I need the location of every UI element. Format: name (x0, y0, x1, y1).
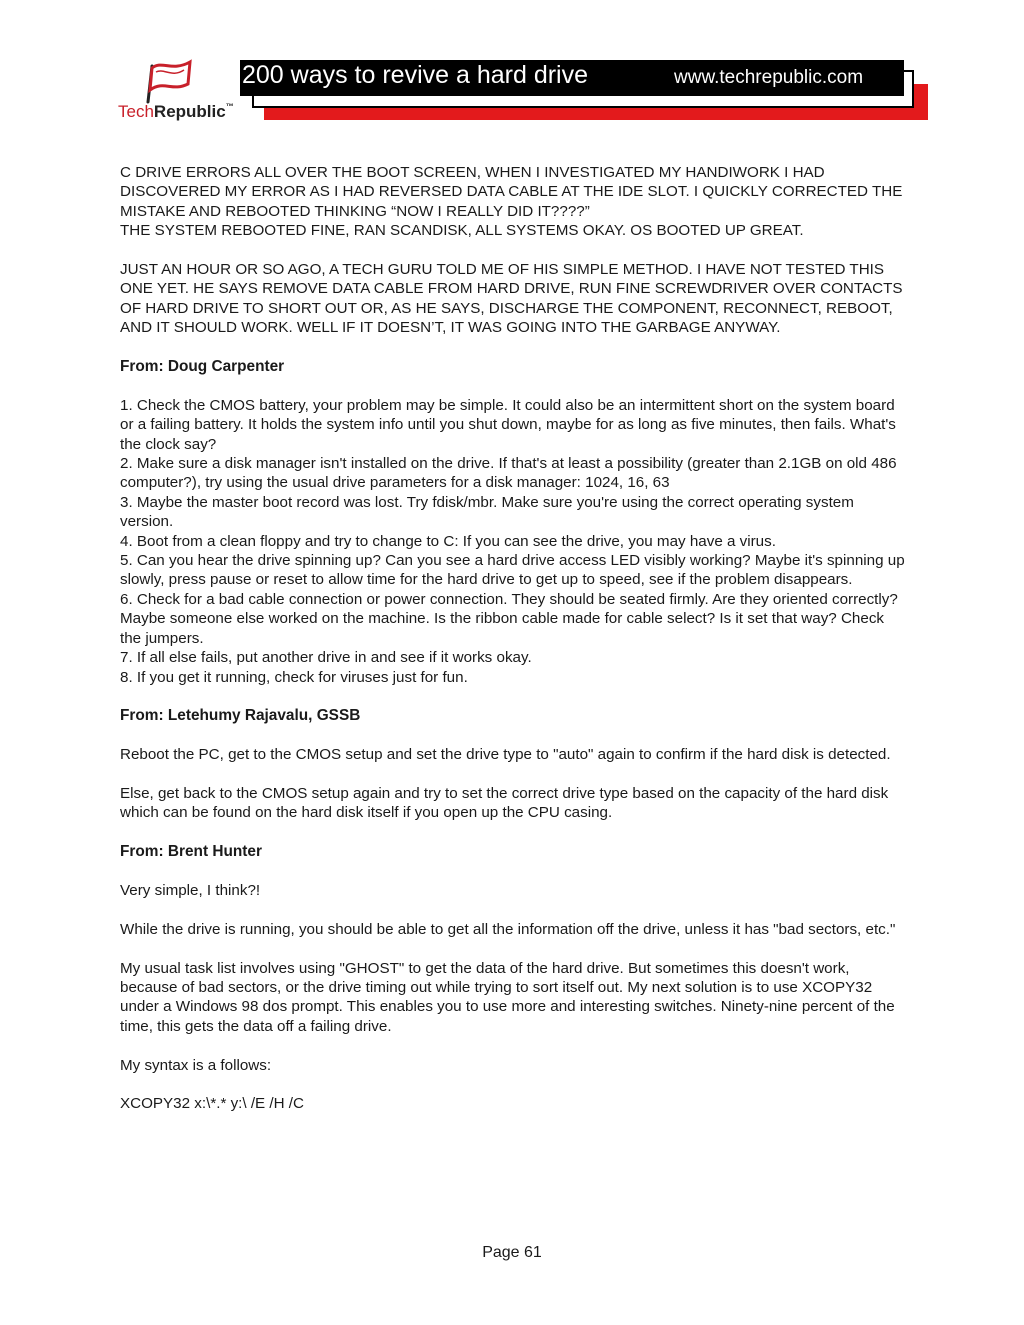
list-item: 6. Check for a bad cable connection or power connection. They should be seated firmly. Are they oriented correctly? Maybe someone else worked on the machine. Is the ribbon cable made for cable select? Is it set that way? Check the jumpers. (120, 590, 898, 647)
list-item: 1. Check the CMOS battery, your problem may be simple. It could also be an intermittent short on the system board or a failing battery. It holds the system info until you shut down, maybe for as long as five minutes, then fails. What's the clock say? (120, 396, 896, 453)
logo-wordmark (118, 102, 234, 122)
paragraph-text: Else, get back to the CMOS setup again and try to set the correct drive type based on the capacity of the hard disk which can be found on the hard disk itself if you open up the CPU casing. (120, 784, 889, 822)
page-number: Page 61 (482, 1244, 542, 1261)
paragraph-text: THE SYSTEM REBOOTED FINE, RAN SCANDISK, ALL SYSTEMS OKAY. OS BOOTED UP GREAT. (120, 222, 804, 240)
page-content (120, 163, 906, 1133)
logo-text-republic: Republic (153, 102, 226, 121)
section-heading-brent-hunter: From: Brent Hunter (120, 843, 262, 861)
paragraph-text: My syntax is a follows: (120, 1056, 272, 1074)
document-title: 200 ways to revive a hard drive (242, 61, 589, 89)
paragraph-text: C DRIVE ERRORS ALL OVER THE BOOT SCREEN, WHEN I INVESTIGATED MY HANDIWORK I HAD DISCOVERED MY ERROR AS I HAD REVERSED DATA CABLE AT THE IDE SLOT. I QUICKLY CORRECTED THE MISTAKE AND REBOOTED THINKING “NOW I REALLY DID IT????” (120, 164, 903, 220)
section-heading-doug-carpenter: From: Doug Carpenter (120, 358, 285, 376)
paragraph-tech-guru: JUST AN HOUR OR SO AGO, A TECH GURU TOLD ME OF HIS SIMPLE METHOD. I HAVE NOT TESTED THIS ONE YET. HE SAYS REMOVE DATA CABLE FROM HARD DRIVE, RUN FINE SCREWDRIVER OVER CONTACTS OF HARD DRIVE TO SHORT OUT OR, AS HE SAYS, DISCHARGE THE COMPONENT, RECONNECT, REBOOT, AND IT SHOULD WORK. WELL IF IT DOESN’T, IT WAS GOING INTO THE GARBAGE ANYWAY. (120, 261, 903, 337)
paragraph-text: Reboot the PC, get to the CMOS setup and set the drive type to "auto" again to confirm if the hard disk is detected. (120, 746, 891, 764)
flag-icon (142, 58, 198, 104)
paragraph-text: My usual task list involves using "GHOST" to get the data of the hard drive. But sometimes this doesn't work, because of bad sectors, or the drive timing out while trying to sort itself out. My next solution is to use XCOPY32 under a Windows 98 dos prompt. This enables you to use more and interesting switches. Ninety-nine percent of the time, this gets the data off a failing drive. (120, 959, 895, 1035)
logo-text-tech: Tech (118, 102, 154, 121)
section-heading-letehumy-rajavalu: From: Letehumy Rajavalu, GSSB (120, 707, 361, 725)
paragraph-text: Very simple, I think?! (120, 881, 261, 899)
list-item: 5. Can you hear the drive spinning up? Can you see a hard drive access LED visibly working? Maybe it's spinning up slowly, press pause or reset to allow time for the hard drive to get up to speed, see if the problem disappears. (120, 552, 905, 589)
list-item: 3. Maybe the master boot record was lost. Try fdisk/mbr. Make sure you're using the correct operating system version. (120, 493, 854, 531)
logo-trademark: ™ (225, 102, 234, 111)
list-item: 8. If you get it running, check for viruses just for fun. (120, 668, 468, 686)
paragraph-cable-error (120, 163, 906, 241)
list-item: 2. Make sure a disk manager isn't installed on the drive. If that's at least a possibility (greater than 2.1GB on old 486 computer?), try using the usual drive parameters for a disk manager: 1024, 16, 63 (120, 455, 897, 492)
list-item: 7. If all else fails, put another drive in and see if it works okay. (120, 649, 532, 667)
list-doug-carpenter (120, 396, 906, 687)
techrepublic-logo (116, 58, 236, 128)
code-syntax: XCOPY32 x:\*.* y:\ /E /H /C (120, 1095, 304, 1113)
header-url: www.techrepublic.com (674, 67, 864, 88)
paragraph-text: While the drive is running, you should be able to get all the information off the drive, unless it has "bad sectors, etc." (120, 920, 896, 938)
list-item: 4. Boot from a clean floppy and try to change to C: If you can see the drive, you may have a virus. (120, 532, 776, 550)
